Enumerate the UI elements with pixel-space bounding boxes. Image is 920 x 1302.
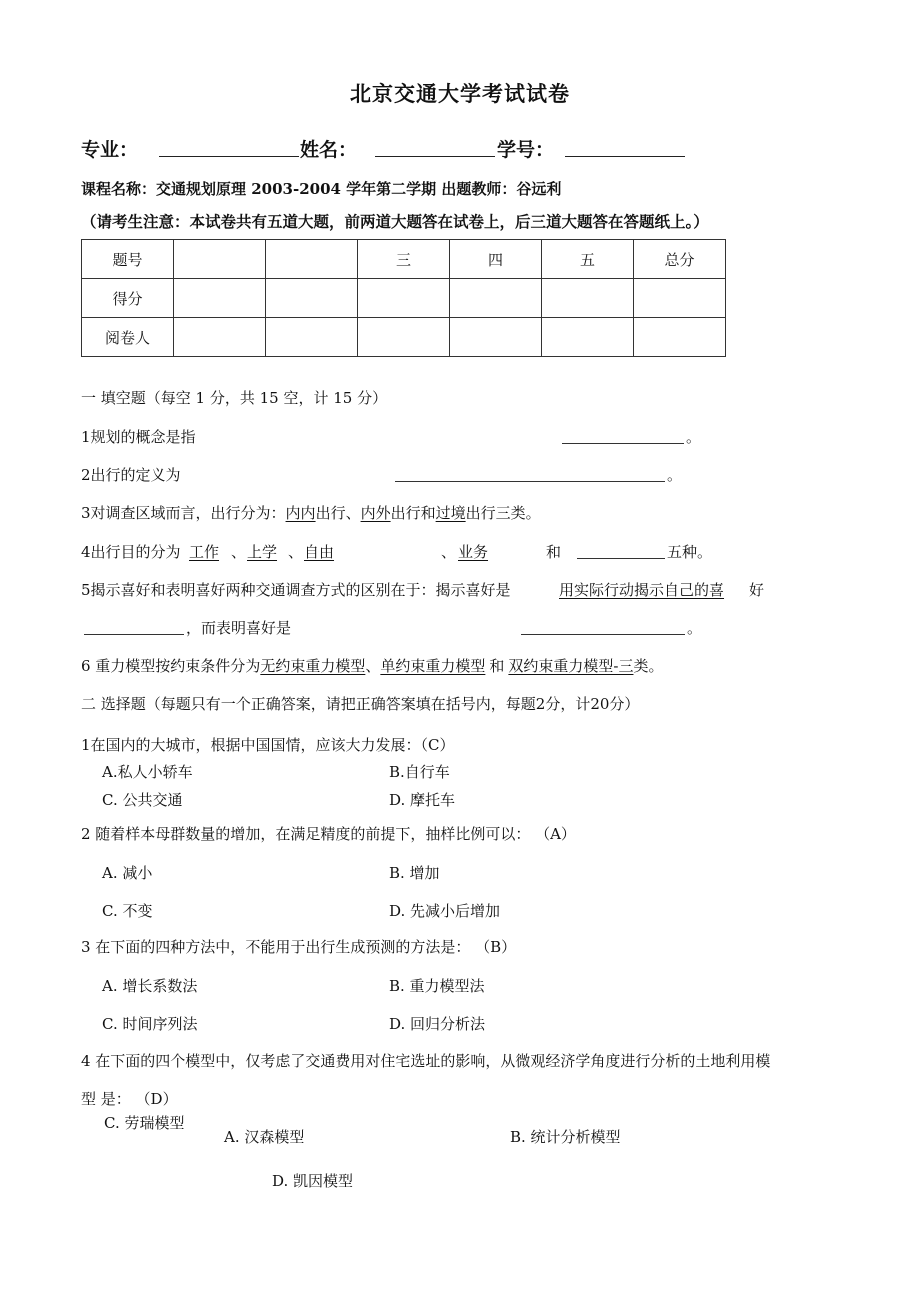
q3-e: 出行和 [390,504,436,522]
q4-a: 4出行目的分为 [81,543,181,561]
table-cell: 总分 [634,240,726,279]
q4-and: 和 [546,543,562,561]
q3-answer-2: 内外 [360,504,391,522]
major-label: 专业： [81,139,139,161]
mc4-stem: 4 在下面的四个模型中，仅考虑了交通费用对住宅选址的影响，从微观经济学角度进行分析的土地利用模 [81,1052,771,1070]
q5-c: 好 [749,581,765,599]
q4-sep-3: 、 [441,543,457,561]
section2-heading: 二 选择题（每题只有一个正确答案，请把正确答案填在括号内，每题2分，计20分） [81,695,640,713]
mc4-stem-cont: 型 是： （D） [81,1090,178,1108]
q6-answer-1: 无约束重力模型 [260,657,366,675]
mc2-option-a: A. 减小 [102,864,153,882]
mc1-option-a: A.私人小轿车 [102,763,193,781]
table-cell: 得分 [82,279,174,318]
table-cell: 四 [450,240,542,279]
q1-end: 。 [686,428,702,446]
q6-c: 、 [365,657,381,675]
q4-end: 五种。 [667,543,713,561]
mc1-option-c: C. 公共交通 [102,791,183,809]
q3-g: 出行三类。 [465,504,541,522]
mc3-stem: 3 在下面的四种方法中，不能用于出行生成预测的方法是： （B） [81,938,517,956]
name-label: 姓名： [300,139,358,161]
q6-g: 类。 [633,657,664,675]
q6-e: 和 [489,657,505,675]
mc1-option-d: D. 摩托车 [389,791,456,809]
q2-text: 2出行的定义为 [81,466,181,484]
table-cell [634,318,726,357]
major-blank[interactable] [159,136,299,157]
q3-a: 3对调查区域而言，出行分为： [81,504,286,522]
mc1-stem: 1在国内的大城市，根据中国国情，应该大力发展：（C） [81,736,455,754]
q4-answer-3: 自由 [304,543,335,561]
table-cell: 题号 [82,240,174,279]
mc2-option-d: D. 先减小后增加 [389,902,501,920]
q5-answer-line-2[interactable] [521,618,685,635]
table-row [82,240,726,279]
q6-answer-3: 双约束重力模型-三 [508,657,634,675]
mc4-option-a: A. 汉森模型 [224,1128,305,1146]
q2-answer-line[interactable] [395,465,665,482]
table-cell [174,279,266,318]
table-cell: 五 [542,240,634,279]
q5-d: ，而表明喜好是 [186,619,292,637]
table-row [82,279,726,318]
q5-a: 5揭示喜好和表明喜好两种交通调查方式的区别在于：揭示喜好是 [81,581,511,599]
table-cell [358,318,450,357]
q3-c: 出行、 [315,504,361,522]
q5-answer-line-1[interactable] [84,618,184,635]
q3-answer-1: 内内 [285,504,316,522]
q4-answer-line[interactable] [577,542,665,559]
q5-end: 。 [687,619,703,637]
id-label: 学号： [497,139,555,161]
q3 [81,502,541,523]
table-cell [174,318,266,357]
table-cell [634,279,726,318]
name-blank[interactable] [375,136,495,157]
q5-answer-1: 用实际行动揭示自己的喜 [559,581,725,599]
mc4-option-b: B. 统计分析模型 [510,1128,621,1146]
table-cell [266,240,358,279]
q1-text: 1规划的概念是指 [81,428,196,446]
mc3-option-c: C. 时间序列法 [102,1015,198,1033]
table-cell: 阅卷人 [82,318,174,357]
mc2-option-b: B. 增加 [389,864,440,882]
q4-answer-4: 业务 [458,543,489,561]
mc2-option-c: C. 不变 [102,902,153,920]
course-line: 课程名称：交通规划原理 2003-2004 学年第二学期 出题教师：谷远利 [81,180,562,198]
table-cell [450,318,542,357]
q1-answer-line[interactable] [562,427,684,444]
q6 [81,655,663,676]
mc3-option-a: A. 增长系数法 [102,977,198,995]
table-cell [266,318,358,357]
q3-answer-3: 过境 [435,504,466,522]
table-cell [542,279,634,318]
score-table [81,239,726,357]
mc3-option-d: D. 回归分析法 [389,1015,486,1033]
q4-sep-2: 、 [288,543,304,561]
q4-answer-2: 上学 [247,543,278,561]
section1-heading: 一 填空题（每空 1 分，共 15 空，计 15 分） [81,389,388,407]
table-cell [358,279,450,318]
mc4-option-c: C. 劳瑞模型 [104,1114,185,1132]
q4-sep-1: 、 [231,543,247,561]
page-title: 北京交通大学考试试卷 [350,81,570,106]
table-cell: 三 [358,240,450,279]
mc2-stem: 2 随着样本母群数量的增加，在满足精度的前提下，抽样比例可以： （A） [81,825,576,843]
table-cell [266,279,358,318]
table-cell [450,279,542,318]
q6-answer-2: 单约束重力模型 [380,657,486,675]
q6-a: 6 重力模型按约束条件分为 [81,657,261,675]
q4-answer-1: 工作 [189,543,220,561]
mc4-option-d: D. 凯因模型 [272,1172,354,1190]
notice: （请考生注意：本试卷共有五道大题，前两道大题答在试卷上，后三道大题答在答题纸上。） [81,212,709,231]
q2-end: 。 [667,466,683,484]
mc1-option-b: B.自行车 [389,763,450,781]
table-row [82,318,726,357]
id-blank[interactable] [565,136,685,157]
mc3-option-b: B. 重力模型法 [389,977,485,995]
table-cell [174,240,266,279]
table-cell [542,318,634,357]
